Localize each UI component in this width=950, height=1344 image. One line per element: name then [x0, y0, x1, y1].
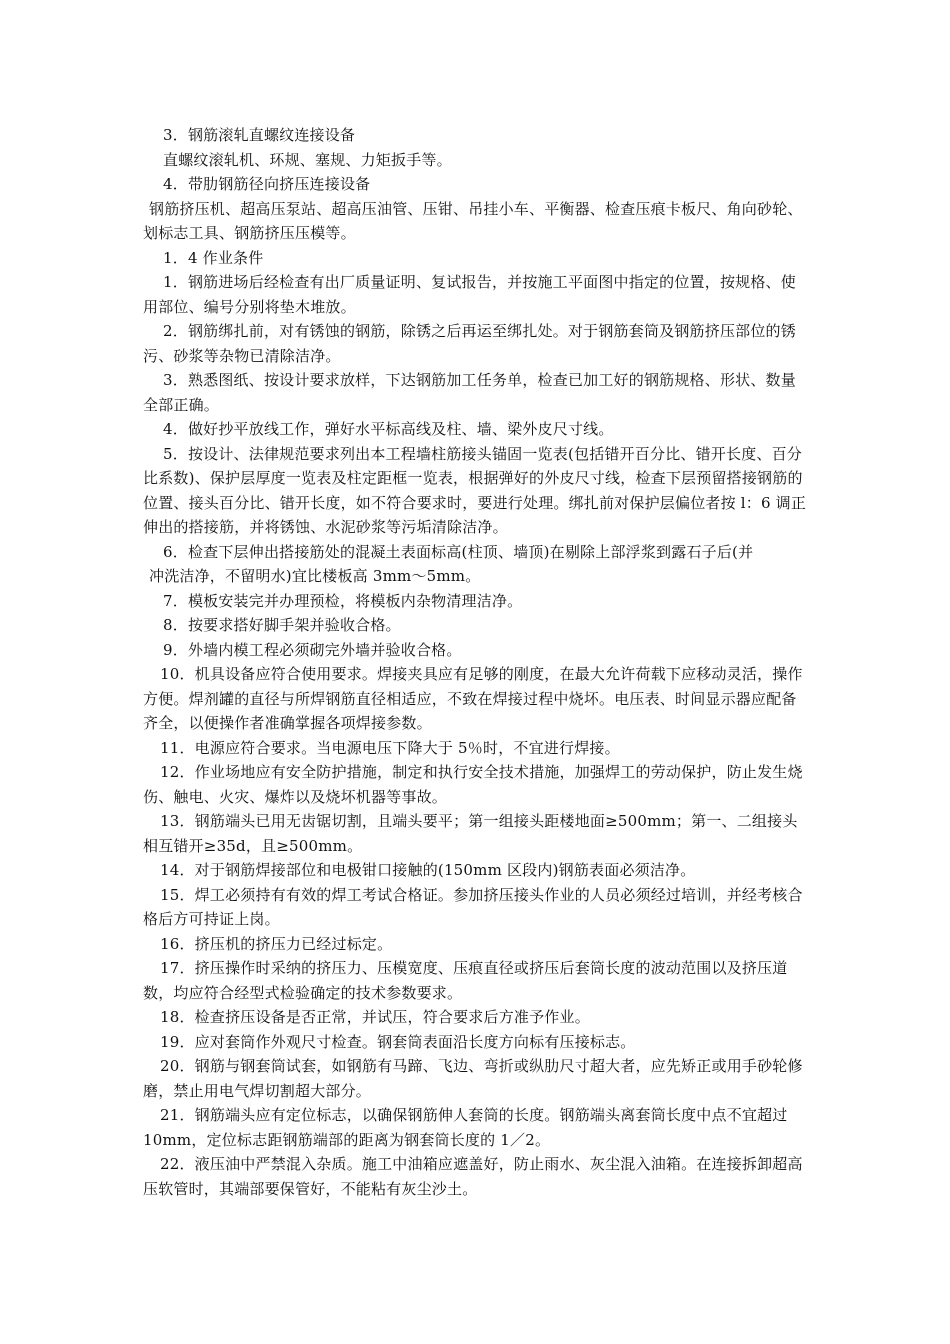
- paragraph: 18．检查挤压设备是否正常，并试压，符合要求后方准予作业。: [160, 1008, 590, 1026]
- paragraph: 7．模板安装完并办理预检，将模板内杂物清理洁净。: [163, 591, 523, 610]
- paragraph: 12．作业场地应有安全防护措施，制定和执行安全技术措施，加强焊工的劳动保护，防止发生烧伤、触电、火灾、爆炸以及烧坏机器等事故。: [143, 763, 803, 806]
- paragraph: 6．检查下层伸出搭接筋处的混凝土表面标高(柱顶、墙顶)在剔除上部浮浆到露石子后(并: [163, 542, 754, 561]
- section-heading: 1．4 作业条件: [163, 248, 264, 267]
- paragraph: 13．钢筋端头已用无齿锯切割，且端头要平；第一组接头距楼地面≥500mm；第一、二组接头相互错开≥35d，且≥500mm。: [143, 812, 798, 855]
- paragraph: 直螺纹滚轧机、环规、塞规、力矩扳手等。: [163, 150, 452, 169]
- paragraph: 5．按设计、法律规范要求列出本工程墙柱筋接头锚固一览表(包括错开百分比、错开长度、百分比系数)、保护层厚度一览表及柱定距框一览表，根据弹好的外皮尺寸线，检查下层预留搭接钢筋的位置、接头百分比、错开长度，如不符合要求时，要进行处理。绑扎前对保护层偏位者按 l：6 调正伸出的搭接筋，并将锈蚀、水泥砂浆等污垢清除洁净。: [143, 444, 807, 536]
- paragraph-continuation: 冲洗洁净，不留明水)宜比楼板高 3mm～5mm。: [149, 567, 481, 585]
- paragraph: 8．按要求搭好脚手架并验收合格。: [163, 616, 401, 634]
- paragraph: 3．熟悉图纸、按设计要求放样，下达钢筋加工任务单，检查已加工好的钢筋规格、形状、数量全部正确。: [143, 371, 796, 414]
- paragraph: 22．液压油中严禁混入杂质。施工中油箱应遮盖好，防止雨水、灰尘混入油箱。在连接拆卸超高压软管时，其端部要保管好，不能粘有灰尘沙土。: [143, 1155, 803, 1198]
- paragraph: 3．钢筋滚轧直螺纹连接设备: [163, 126, 356, 144]
- paragraph: 钢筋挤压机、超高压泵站、超高压油管、压钳、吊挂小车、平衡器、检查压痕卡板尺、角向砂轮、划标志工具、钢筋挤压压模等。: [143, 199, 803, 242]
- paragraph: 21．钢筋端头应有定位标志，以确保钢筋伸人套筒的长度。钢筋端头离套筒长度中点不宜超过 10mm，定位标志距钢筋端部的距离为钢套筒长度的 1／2。: [143, 1106, 788, 1149]
- paragraph: 19．应对套筒作外观尺寸检查。钢套筒表面沿长度方向标有压接标志。: [160, 1032, 636, 1051]
- paragraph: 4．做好抄平放线工作，弹好水平标高线及柱、墙、梁外皮尺寸线。: [163, 420, 614, 438]
- paragraph: 9．外墙内模工程必须砌完外墙并验收合格。: [163, 640, 462, 659]
- paragraph: 16．挤压机的挤压力已经过标定。: [160, 934, 393, 953]
- paragraph: 17．挤压操作时采纳的挤压力、压模宽度、压痕直径或挤压后套筒长度的波动范围以及挤压道数，均应符合经型式检验确定的技术参数要求。: [143, 959, 788, 1002]
- paragraph: 4．带肋钢筋径向挤压连接设备: [163, 175, 371, 193]
- paragraph: 2．钢筋绑扎前，对有锈蚀的钢筋，除锈之后再运至绑扎处。对于钢筋套筒及钢筋挤压部位的锈污、砂浆等杂物已清除洁净。: [143, 322, 796, 365]
- paragraph: 20．钢筋与钢套筒试套，如钢筋有马蹄、飞边、弯折或纵肋尺寸超大者，应先矫正或用手砂轮修磨，禁止用电气焊切割超大部分。: [143, 1057, 803, 1100]
- paragraph: 11．电源应符合要求。当电源电压下降大于 5％时，不宜进行焊接。: [160, 738, 620, 757]
- paragraph: 15．焊工必须持有有效的焊工考试合格证。参加挤压接头作业的人员必须经过培训，并经考核合格后方可持证上岗。: [143, 885, 803, 928]
- document-body: [143, 123, 811, 1201]
- paragraph: 10．机具设备应符合使用要求。焊接夹具应有足够的刚度，在最大允许荷载下应移动灵活，操作方便。焊剂罐的直径与所焊钢筋直径相适应，不致在焊接过程中烧坏。电压表、时间显示器应配备齐全，以便操作者准确掌握各项焊接参数。: [143, 665, 803, 732]
- paragraph: 14．对于钢筋焊接部位和电极钳口接触的(150mm 区段内)钢筋表面必须洁净。: [160, 861, 696, 879]
- paragraph: 1．钢筋进场后经检查有出厂质量证明、复试报告，并按施工平面图中指定的位置，按规格、使用部位、编号分别将垫木堆放。: [143, 273, 796, 316]
